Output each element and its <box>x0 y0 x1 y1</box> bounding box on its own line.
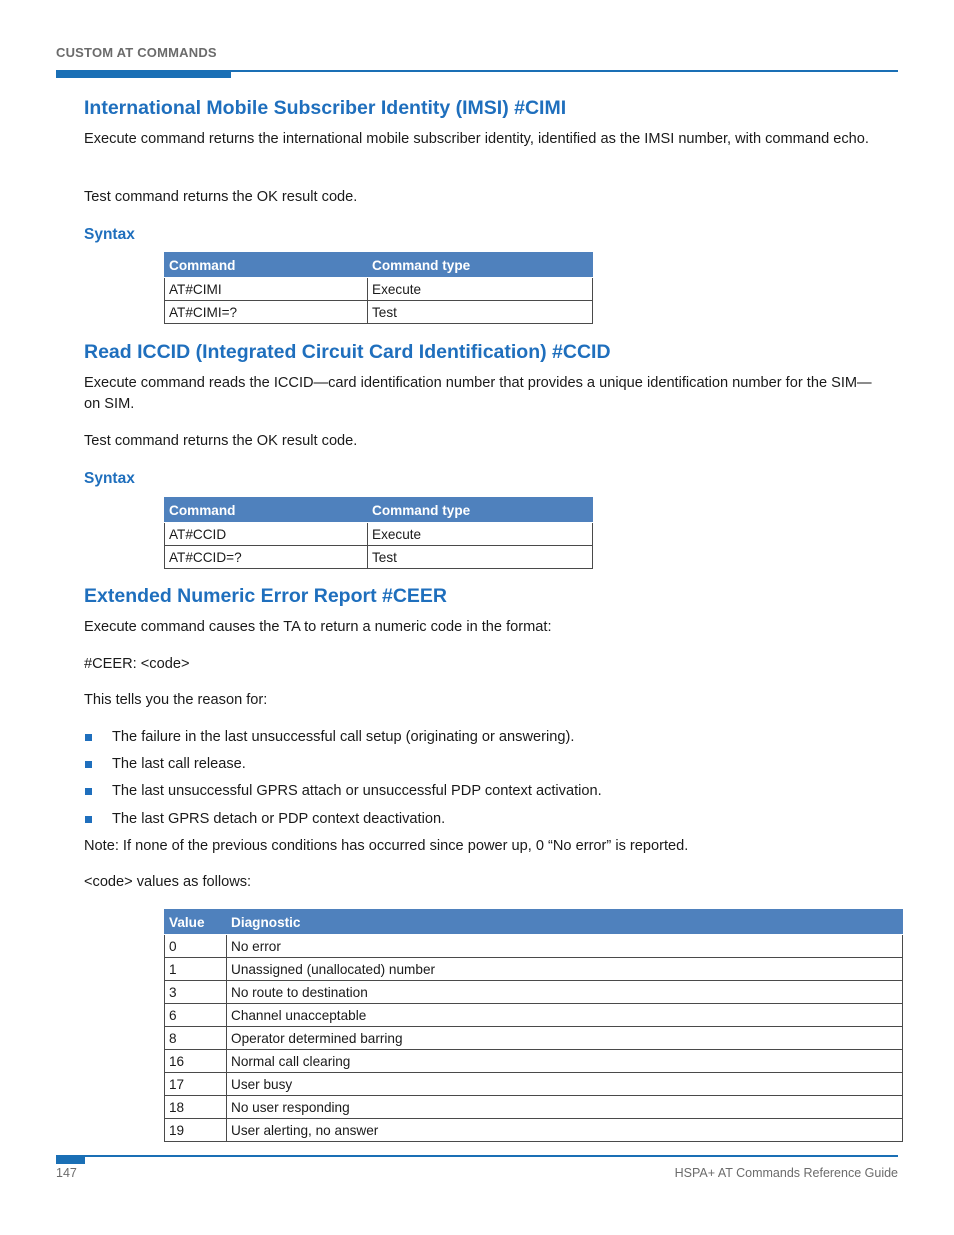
ccid-syntax-table <box>164 497 593 569</box>
diagnostic-cell: Normal call clearing <box>227 1050 903 1073</box>
value-cell: 0 <box>165 935 227 958</box>
footer-accent-bar <box>56 1155 85 1164</box>
value-cell: 6 <box>165 1004 227 1027</box>
square-bullet-icon <box>85 734 92 741</box>
ceer-format: #CEER: <code> <box>84 656 190 672</box>
diagnostic-cell: User busy <box>227 1073 903 1096</box>
command-type-cell: Test <box>368 546 593 569</box>
column-header: Command <box>165 253 368 278</box>
value-cell: 17 <box>165 1073 227 1096</box>
ccid-test-description: Test command returns the OK result code. <box>84 433 358 449</box>
column-header: Diagnostic <box>227 910 903 935</box>
table-row <box>165 278 593 301</box>
column-header: Command <box>165 498 368 523</box>
command-cell: AT#CIMI=? <box>165 301 368 324</box>
ceer-values-table <box>164 909 903 1142</box>
ceer-description: Execute command causes the TA to return a numeric code in the format: <box>84 619 552 635</box>
ccid-syntax-heading: Syntax <box>84 470 135 487</box>
square-bullet-icon <box>85 761 92 768</box>
table-row <box>165 546 593 569</box>
diagnostic-cell: No error <box>227 935 903 958</box>
ceer-heading: Extended Numeric Error Report #CEER <box>84 585 448 607</box>
value-cell: 8 <box>165 1027 227 1050</box>
table-row <box>165 935 903 958</box>
column-header: Value <box>165 910 227 935</box>
table-row <box>165 523 593 546</box>
command-type-cell: Test <box>368 301 593 324</box>
header-accent-bar <box>56 70 231 78</box>
table-row <box>165 1096 903 1119</box>
column-header: Command type <box>368 498 593 523</box>
footer-rule <box>56 1155 898 1157</box>
document-title: HSPA+ AT Commands Reference Guide <box>674 1166 898 1180</box>
table-row <box>165 1119 903 1142</box>
value-cell: 1 <box>165 958 227 981</box>
square-bullet-icon <box>85 788 92 795</box>
table-row <box>165 1073 903 1096</box>
table-row <box>165 1004 903 1027</box>
square-bullet-icon <box>85 816 92 823</box>
running-header: CUSTOM AT COMMANDS <box>56 45 217 60</box>
value-cell: 18 <box>165 1096 227 1119</box>
cimi-test-description: Test command returns the OK result code. <box>84 189 358 205</box>
table-row <box>165 958 903 981</box>
value-cell: 19 <box>165 1119 227 1142</box>
cimi-syntax-table <box>164 252 593 324</box>
diagnostic-cell: Channel unacceptable <box>227 1004 903 1027</box>
page-number: 147 <box>56 1166 77 1180</box>
value-cell: 3 <box>165 981 227 1004</box>
column-header: Command type <box>368 253 593 278</box>
ceer-reason-intro: This tells you the reason for: <box>84 692 268 708</box>
diagnostic-cell: Unassigned (unallocated) number <box>227 958 903 981</box>
table-row <box>165 1050 903 1073</box>
value-cell: 16 <box>165 1050 227 1073</box>
cimi-syntax-heading: Syntax <box>84 226 135 243</box>
diagnostic-cell: No user responding <box>227 1096 903 1119</box>
command-type-cell: Execute <box>368 523 593 546</box>
cimi-heading: International Mobile Subscriber Identity (IMSI) #CIMI <box>84 97 567 119</box>
table-row <box>165 301 593 324</box>
command-type-cell: Execute <box>368 278 593 301</box>
table-row <box>165 981 903 1004</box>
command-cell: AT#CIMI <box>165 278 368 301</box>
ccid-description: Execute command reads the ICCID—card identification number that provides a unique identification number for the SIM—on SIM. <box>84 375 872 412</box>
cimi-description: Execute command returns the international mobile subscriber identity, identified as the IMSI number, with command echo. <box>84 131 869 147</box>
diagnostic-cell: Operator determined barring <box>227 1027 903 1050</box>
diagnostic-cell: No route to destination <box>227 981 903 1004</box>
ceer-note: Note: If none of the previous conditions has occurred since power up, 0 “No error” is reported. <box>84 838 689 854</box>
ccid-heading: Read ICCID (Integrated Circuit Card Identification) #CCID <box>84 341 611 363</box>
ceer-values-intro: <code> values as follows: <box>84 874 252 890</box>
command-cell: AT#CCID=? <box>165 546 368 569</box>
diagnostic-cell: User alerting, no answer <box>227 1119 903 1142</box>
table-row <box>165 1027 903 1050</box>
command-cell: AT#CCID <box>165 523 368 546</box>
